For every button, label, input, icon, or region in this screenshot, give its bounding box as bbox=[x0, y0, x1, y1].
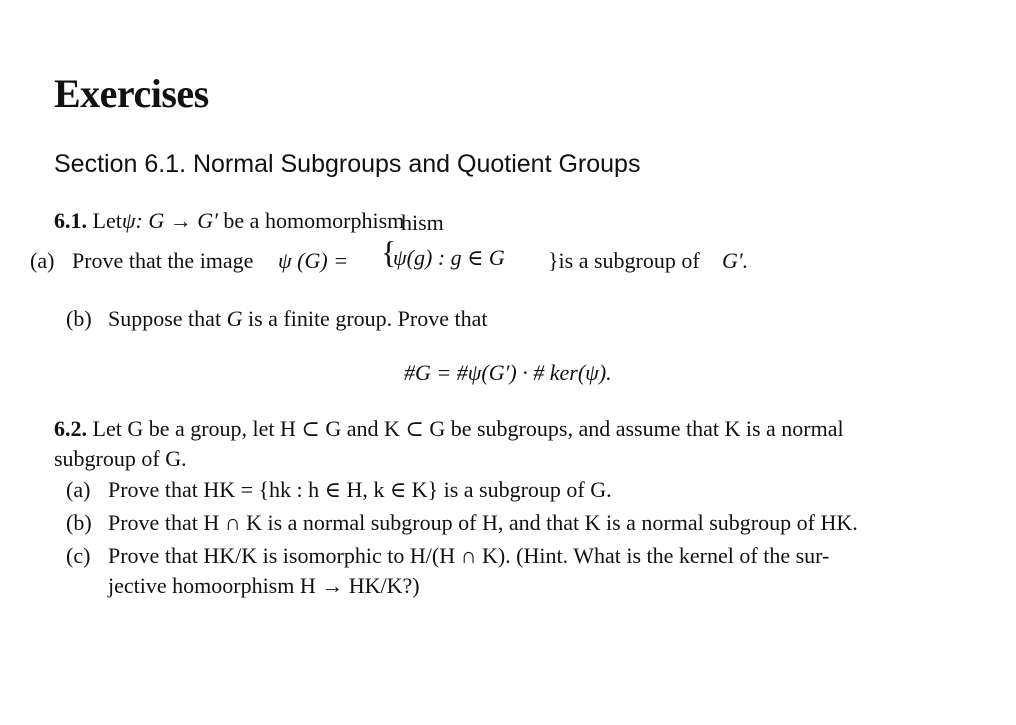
part-b-group: G bbox=[226, 306, 243, 331]
section-heading: Section 6.1. Normal Subgroups and Quotient Groups bbox=[54, 150, 641, 178]
part-a-label: (a) bbox=[66, 477, 91, 502]
let-word: Let bbox=[92, 208, 122, 233]
psi-symbol: ψ bbox=[121, 208, 136, 233]
part-b-label: (b) bbox=[66, 510, 92, 535]
homomorphism-text: be a homomorphism bbox=[223, 208, 405, 233]
part-a-set: ψ(g) : g ∈ G bbox=[393, 245, 505, 270]
exercise-6-1-statement bbox=[54, 208, 404, 234]
part-b-text: Prove that H ∩ K is a normal subgroup of H, and that K is a normal subgroup of HK. bbox=[108, 510, 858, 535]
part-b-text-start: Suppose that bbox=[108, 306, 222, 331]
exercise-6-2-statement bbox=[54, 416, 844, 442]
part-a-text: Prove that HK = {hk : h ∈ H, k ∈ K} is a subgroup of G. bbox=[108, 477, 612, 502]
map-expression: : G → G′ bbox=[135, 208, 218, 233]
part-c-text-line-1: Prove that HK/K is isomorphic to H/(H ∩ K). (Hint. What is the kernel of the sur- bbox=[108, 543, 830, 568]
part-a-math-image: ψ (G) = bbox=[278, 248, 349, 273]
overlapping-text: hism bbox=[401, 210, 444, 235]
exercise-number: 6.1. bbox=[54, 208, 87, 233]
left-brace: { bbox=[381, 234, 397, 270]
exercise-6-2-line-2: subgroup of G. bbox=[54, 446, 187, 471]
page-title: Exercises bbox=[54, 71, 209, 116]
part-a-label: (a) bbox=[30, 248, 55, 273]
part-b-text bbox=[108, 306, 487, 332]
part-a-text: Prove that the image bbox=[72, 248, 254, 273]
order-equation: #G = #ψ(G′) · # ker(ψ). bbox=[404, 360, 612, 385]
part-c-label: (c) bbox=[66, 543, 91, 568]
exercise-number: 6.2. bbox=[54, 416, 87, 441]
part-b-text-end: is a finite group. Prove that bbox=[247, 306, 488, 331]
part-b-label: (b) bbox=[66, 306, 92, 331]
exercise-6-2-line-1: Let G be a group, let H ⊂ G and K ⊂ G be subgroups, and assume that K is a normal bbox=[92, 416, 844, 441]
part-c-text-line-2: jective homoorphism H → HK/K?) bbox=[108, 573, 420, 598]
part-a-end: G′. bbox=[722, 248, 749, 273]
part-a-closing: }is a subgroup of bbox=[548, 248, 700, 273]
